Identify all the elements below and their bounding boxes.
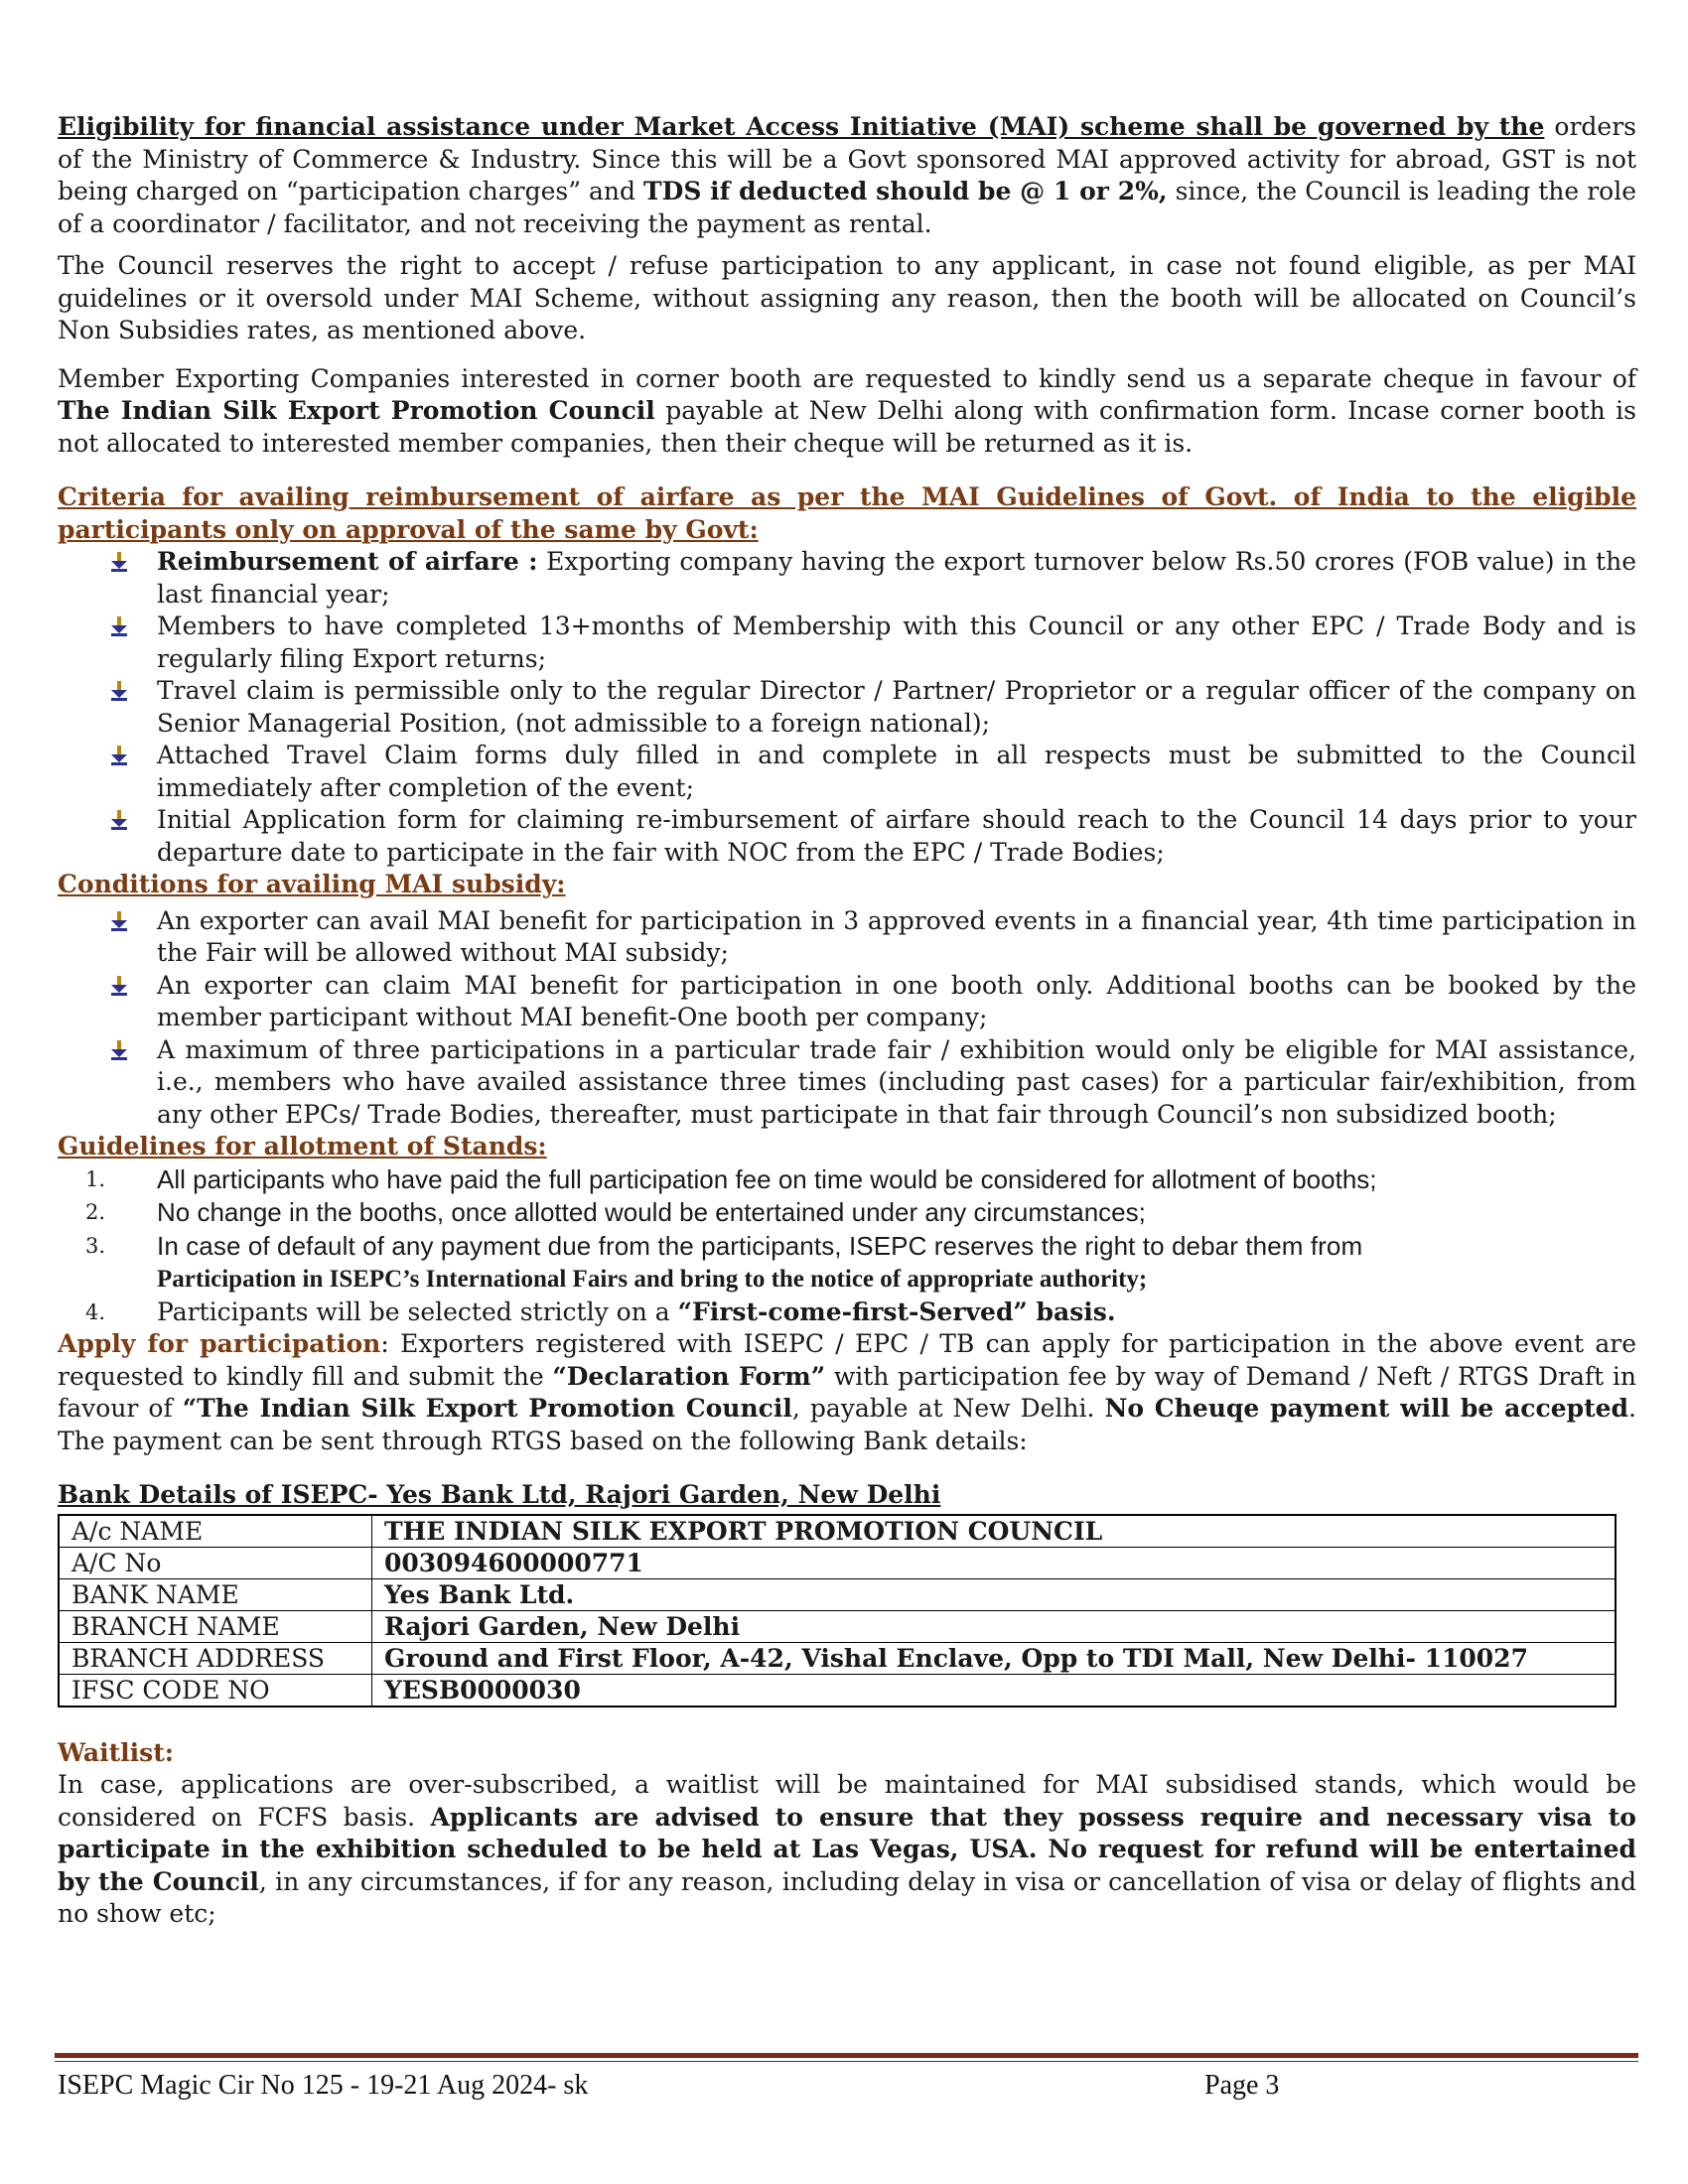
corner-booth-paragraph (58, 363, 1636, 461)
text-span: An exporter can avail MAI benefit for participation in 3 approved events in a financial year, 4th time participation in the Fair will be allowed without MAI subsidy; (157, 905, 1636, 967)
bank-field-label: BANK NAME (59, 1578, 372, 1610)
bank-field-label: A/c NAME (59, 1515, 372, 1548)
text-span: Initial Application form for claiming re-imbursement of airfare should reach to the Council 14 days prior to your departure date to participate in the fair with NOC from the EPC / Trade Bodies; (157, 805, 1636, 867)
bank-field-value: YESB0000030 (372, 1674, 1617, 1706)
subsidy-list (58, 905, 1636, 1132)
bank-field-value: Ground and First Floor, A-42, Vishal Enclave, Opp to TDI Mall, New Delhi- 110027 (372, 1642, 1617, 1674)
text-span: since, the Council is leading the role of a coordinator / facilitator, and not receiving the payment as rental. (58, 177, 1636, 238)
list-item (58, 1297, 1636, 1329)
subsidy-heading: Conditions for availing MAI subsidy: (58, 870, 566, 898)
text-span: Participation in ISEPC’s International Fairs and bring to the notice of appropriate authority; (157, 1266, 1148, 1293)
bank-details-title: Bank Details of ISEPC- Yes Bank Ltd, Rajori Garden, New Delhi (58, 1480, 941, 1509)
list-item (58, 1034, 1636, 1132)
mai-eligibility-paragraph (58, 111, 1636, 240)
arrow-down-bullet-icon (109, 911, 129, 931)
bank-table-body (59, 1515, 1616, 1706)
arrow-down-bullet-icon (109, 976, 129, 996)
page-number: Page 3 (1204, 2070, 1280, 2101)
council-reserves-paragraph: The Council reserves the right to accept / refuse participation to any applicant, in case not found eligible, as per MAI guidelines or it oversold under MAI Scheme, without assigning any reason, then the booth will be allocated on Council’s Non Subsidies rates, as mentioned above. (58, 251, 1636, 344)
list-item (58, 740, 1636, 804)
text-span: , payable at New Delhi. (791, 1394, 1105, 1423)
waitlist-heading: Waitlist: (58, 1737, 174, 1767)
footer-circular-ref: ISEPC Magic Cir No 125 - 19-21 Aug 2024- sk (58, 2070, 589, 2101)
visa-note: Applicants are advised to ensure that they possess require and necessary visa to participate in the exhibition scheduled to be held at Las Vegas, USA. No request for refund will be entertained by the Council (58, 1802, 1636, 1896)
list-item (58, 970, 1636, 1034)
apply-label: Apply for participation (58, 1329, 381, 1358)
table-row (59, 1642, 1616, 1674)
text-span: A maximum of three participations in a particular trade fair / exhibition would only be eligible for MAI assistance, i.e., members who have availed assistance three times (including past cases) for a particular fair/exhibition, from any other EPCs/ Trade Bodies, thereafter, must participate in that fair through Council’s non subsidized booth; (157, 1034, 1636, 1129)
text-span: Travel claim is permissible only to the regular Director / Partner/ Proprietor or a regular officer of the company on Senior Managerial Position, (not admissible to a foreign national); (157, 676, 1636, 738)
text-span: All participants who have paid the full participation fee on time would be considered for allotment of booths; (157, 1163, 1377, 1194)
list-item (58, 611, 1636, 675)
arrow-down-bullet-icon (109, 616, 129, 636)
table-row (59, 1515, 1616, 1548)
arrow-down-bullet-icon (109, 681, 129, 701)
table-row (59, 1578, 1616, 1610)
text-span: Member Exporting Companies interested in corner booth are requested to kindly send us a separate cheque in favour of (58, 363, 1636, 393)
list-item (58, 675, 1636, 740)
footer-rule-thin (55, 2061, 1638, 2062)
list-number: 3. (85, 1233, 106, 1258)
bank-field-value: 003094600000771 (372, 1547, 1617, 1578)
document-page (58, 111, 1636, 1931)
text-span: Participants will be selected strictly on a (157, 1297, 678, 1326)
payee-name: “The Indian Silk Export Promotion Council (182, 1394, 792, 1423)
bank-field-label: IFSC CODE NO (59, 1674, 372, 1706)
text-span: payable at New Delhi along with confirmation form. Incase corner booth is not allocated to interested member companies, then their cheque will be returned as it is. (58, 396, 1636, 458)
arrow-down-bullet-icon (109, 552, 129, 572)
waitlist-paragraph (58, 1769, 1636, 1931)
text-span: No change in the booths, once allotted would be entertained under any circumstances; (157, 1197, 1146, 1227)
list-number: 2. (85, 1200, 106, 1224)
item-bold-label: Reimbursement of airfare : (157, 547, 538, 576)
list-number: 4. (85, 1299, 106, 1324)
footer-rule (55, 2053, 1638, 2058)
airfare-heading: Criteria for availing reimbursement of airfare as per the MAI Guidelines of Govt. of India to the eligible participants only on approval of the same by Govt: (58, 482, 1636, 544)
arrow-down-bullet-icon (109, 746, 129, 765)
text-span: with participation fee by way of Demand / Neft / RTGS Draft in favour of (58, 1361, 1636, 1423)
stands-list (58, 1163, 1636, 1329)
arrow-down-bullet-icon (109, 1040, 129, 1060)
mai-eligibility-lead: Eligibility for financial assistance under Market Access Initiative (MAI) scheme shall be governed by the (58, 112, 1545, 141)
list-number: 1. (85, 1166, 106, 1191)
text-span: orders of the Ministry of Commerce & Industry. Since this will be a Govt sponsored MAI approved activity for abroad, GST is not being charged on “participation charges” and (58, 112, 1636, 205)
bank-field-value: Yes Bank Ltd. (372, 1578, 1617, 1610)
bank-field-value: Rajori Garden, New Delhi (372, 1610, 1617, 1642)
declaration-form-label: “Declaration Form” (552, 1361, 826, 1391)
table-row (59, 1547, 1616, 1578)
text-span: In case of default of any payment due from the participants, ISEPC reserves the right to debar them from (157, 1230, 1363, 1261)
text-span: , in any circumstances, if for any reason, including delay in visa or cancellation of visa or delay of flights and no show etc; (58, 1866, 1636, 1928)
text-span: Exporting company having the export turnover below Rs.50 crores (FOB value) in the last financial year; (157, 547, 1636, 609)
no-cheque-note: No Cheuqe payment will be accepted (1104, 1394, 1629, 1423)
stands-heading: Guidelines for allotment of Stands: (58, 1132, 547, 1160)
bank-field-label: BRANCH ADDRESS (59, 1642, 372, 1674)
bank-field-label: BRANCH NAME (59, 1610, 372, 1642)
list-item (58, 905, 1636, 970)
tds-note: TDS if deducted should be @ 1 or 2%, (643, 177, 1168, 205)
table-row (59, 1610, 1616, 1642)
arrow-down-bullet-icon (109, 810, 129, 830)
table-row (59, 1674, 1616, 1706)
text-span: In case, applications are over-subscribed, a waitlist will be maintained for MAI subsidised stands, which would be considered on FCFS basis. (58, 1770, 1636, 1832)
bank-field-label: A/C No (59, 1547, 372, 1578)
list-item (58, 1163, 1636, 1197)
text-span: . The payment can be sent through RTGS based on the following Bank details: (58, 1394, 1636, 1455)
list-item (58, 1196, 1636, 1230)
airfare-list (58, 546, 1636, 869)
bank-field-value: THE INDIAN SILK EXPORT PROMOTION COUNCIL (372, 1515, 1617, 1548)
text-span: An exporter can claim MAI benefit for participation in one booth only. Additional booths can be booked by the member participant without MAI benefit-One booth per company; (157, 970, 1636, 1031)
list-item (58, 546, 1636, 611)
text-span: : Exporters registered with ISEPC / EPC / TB can apply for participation in the above event are requested to kindly fill and submit the (58, 1329, 1636, 1391)
list-item (58, 1230, 1636, 1297)
fcfs-note: “First-come-first-Served” basis. (677, 1297, 1116, 1326)
council-name: The Indian Silk Export Promotion Council (58, 396, 655, 425)
text-span: Attached Travel Claim forms duly filled in and complete in all respects must be submitted to the Council immediately after completion of the event; (157, 741, 1636, 802)
apply-paragraph (58, 1328, 1636, 1457)
text-span: Members to have completed 13+months of Membership with this Council or any other EPC / Trade Body and is regularly filing Export returns; (157, 612, 1636, 673)
bank-details-table (58, 1514, 1617, 1707)
list-item (58, 804, 1636, 869)
